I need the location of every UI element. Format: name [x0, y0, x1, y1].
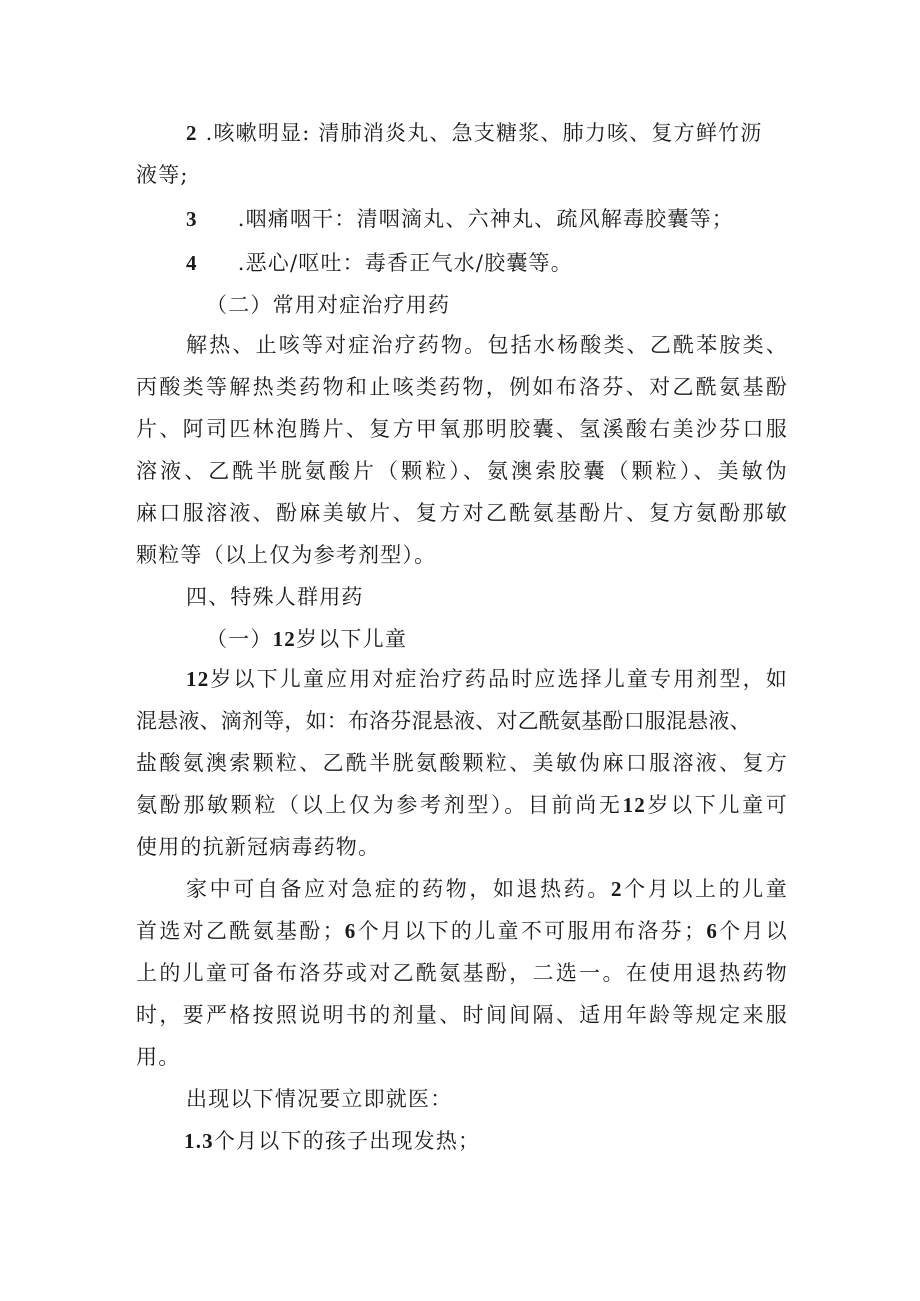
symptom-item-4 — [186, 248, 573, 278]
item-number: 2 — [186, 121, 198, 145]
symptom-item-2-line-1 — [186, 118, 762, 148]
paragraph-children-line-4: 氨酚那敏颗粒（以上仅为参考剂型）。目前尚无12岁以下儿童可 — [136, 793, 789, 817]
paragraph-home-medicine-line-2: 首选对乙酰氨基酚；6个月以下的儿童不可服用布洛芬；6个月以 — [136, 919, 788, 943]
paragraph-home-medicine-line-1: 家中可自备应对急症的药物，如退热药。2个月以上的儿童 — [186, 877, 788, 901]
paragraph-symptomatic-line-2: 丙酸类等解热类药物和止咳类药物，例如布洛芬、对乙酰氨基酚 — [136, 375, 788, 399]
seek-care-heading: 出现以下情况要立即就医： — [186, 1087, 453, 1111]
seek-care-item-1: 1.3个月以下的孩子出现发热； — [184, 1129, 481, 1153]
item-number: 4 — [186, 251, 198, 275]
symptom-item-3 — [186, 204, 734, 234]
item-text: .咽痛咽干：清咽滴丸、六神丸、疏风解毒胶囊等； — [237, 207, 734, 231]
sub-heading-children: （一）12岁以下儿童 — [206, 627, 408, 651]
paragraph-children-line-2: 混悬液、滴剂等，如：布洛芬混悬液、对乙酰氨基酚口服混悬液、 — [136, 709, 751, 733]
paragraph-symptomatic-line-4: 溶液、乙酰半胱氨酸片（颗粒）、氨澳索胶囊（颗粒）、美敏伪 — [136, 459, 788, 483]
item-text: .咳嗽明显: 清肺消炎丸、急支糖浆、肺力咳、复方鲜竹沥 — [205, 121, 763, 145]
paragraph-home-medicine-line-4: 时，要严格按照说明书的剂量、时间间隔、适用年龄等规定来服 — [136, 1003, 788, 1027]
item-text: .恶心/呕吐：毒香正气水/胶囊等。 — [237, 251, 573, 275]
symptom-item-2-line-2: 液等; — [136, 163, 189, 187]
section-heading-special-populations: 四、特殊人群用药 — [186, 585, 364, 609]
paragraph-children-line-1: 12岁以下儿童应用对症治疗药品时应选择儿童专用剂型，如 — [186, 667, 788, 691]
paragraph-symptomatic-line-3: 片、阿司匹林泡腾片、复方甲氧那明胶囊、氢溪酸右美沙芬口服 — [136, 417, 788, 441]
paragraph-symptomatic-line-6: 颗粒等（以上仅为参考剂型）。 — [136, 543, 437, 567]
item-number: 3 — [186, 207, 198, 231]
paragraph-children-line-3: 盐酸氨澳索颗粒、乙酰半胱氨酸颗粒、美敏伪麻口服溶液、复方 — [136, 751, 788, 775]
paragraph-symptomatic-line-1: 解热、止咳等对症治疗药物。包括水杨酸类、乙酰苯胺类、 — [186, 333, 788, 357]
paragraph-home-medicine-line-3: 上的儿童可备布洛芬或对乙酰氨基酚，二选一。在使用退热药物 — [136, 961, 788, 985]
section-heading-symptomatic-drugs: （二）常用对症治疗用药 — [206, 293, 451, 317]
paragraph-children-line-5: 使用的抗新冠病毒药物。 — [136, 835, 381, 859]
paragraph-symptomatic-line-5: 麻口服溶液、酚麻美敏片、复方对乙酰氨基酚片、复方氨酚那敏 — [136, 501, 788, 525]
paragraph-home-medicine-line-5: 用。 — [136, 1045, 181, 1069]
